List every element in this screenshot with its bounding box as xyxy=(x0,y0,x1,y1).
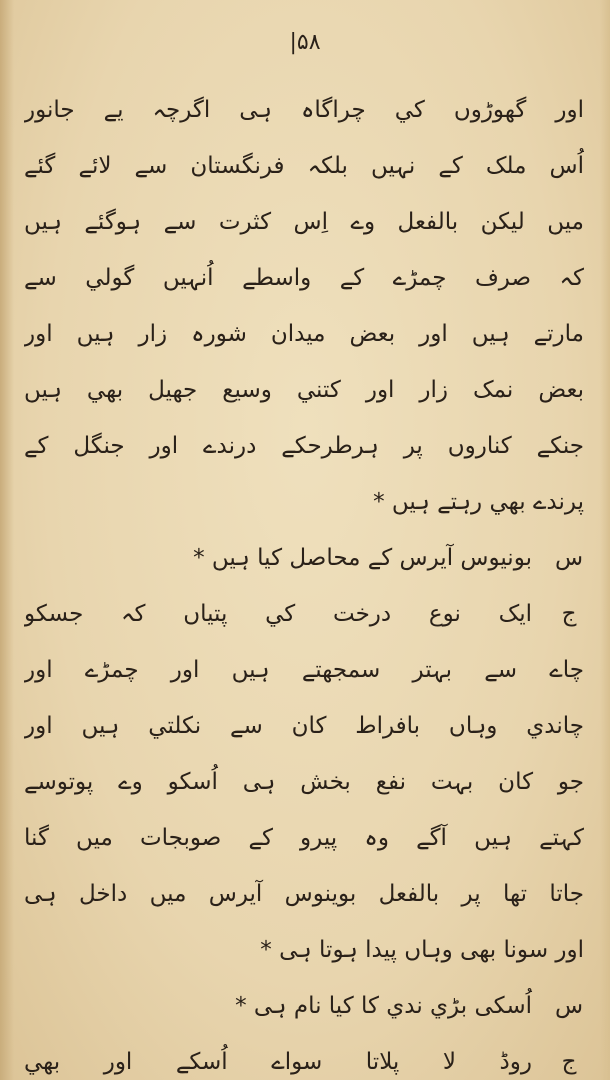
answer-line xyxy=(24,586,584,642)
answer-marker: ج xyxy=(561,1049,577,1075)
text-line: جو کان بہت نفع بخش ہی اُسکو وے پوتوسے xyxy=(24,769,584,795)
answer-marker: ج xyxy=(561,601,577,627)
question-text: بونیوس آیرس کے محاصل کیا ہیں * xyxy=(193,545,532,571)
question-text: اُسکی بڑي ندي کا کیا نام ہی * xyxy=(235,993,532,1019)
question-line xyxy=(24,978,584,1034)
question-line xyxy=(24,530,584,586)
question-marker: س xyxy=(554,545,584,571)
text-line: بعض نمک زار اور کتني وسیع جھیل بھي ہیں xyxy=(24,377,584,403)
text-line: کہ صرف چمڑے کے واسطے اُنہیں گولي سے xyxy=(24,265,584,291)
text-line: میں لیکن بالفعل وے اِس کثرت سے ہوگئے ہیں xyxy=(24,209,584,235)
question-marker: س xyxy=(554,993,584,1019)
text-line: جنکے کناروں پر ہرطرحکے درندے اور جنگل کے xyxy=(24,433,584,459)
text-line: پرندے بھي رہتے ہیں * xyxy=(373,489,584,515)
text-line: چاندي وہاں بافراط کان سے نکلتي ہیں اور xyxy=(24,713,584,739)
answer-text: روڈ لا پلاتا سواے اُسکے اور بھي xyxy=(24,1049,532,1075)
text-line: اور گھوڑوں کي چراگاہ ہی اگرچہ یے جانور xyxy=(24,97,584,123)
page-number: |۵۸ xyxy=(289,30,321,55)
page-text xyxy=(24,82,584,1080)
answer-line xyxy=(24,1034,584,1080)
text-line: اُس ملک کے نہیں بلکہ فرنگستان سے لائے گئے xyxy=(24,153,584,179)
text-line: جاتا تھا پر بالفعل بوینوس آیرس میں داخل ہی xyxy=(24,881,584,907)
text-line: چاے سے بہتر سمجھتے ہیں اور چمڑے اور xyxy=(24,657,584,683)
text-line: مارتے ہیں اور بعض میدان شورہ زار ہیں اور xyxy=(24,321,584,347)
answer-text: ایک نوع درخت کي پتیاں کہ جسکو xyxy=(24,601,532,627)
text-line: اور سونا بھی وہاں پیدا ہوتا ہی * xyxy=(260,937,584,963)
text-line: کہتے ہیں آگے وہ پیرو کے صوبجات میں گنا xyxy=(24,825,584,851)
